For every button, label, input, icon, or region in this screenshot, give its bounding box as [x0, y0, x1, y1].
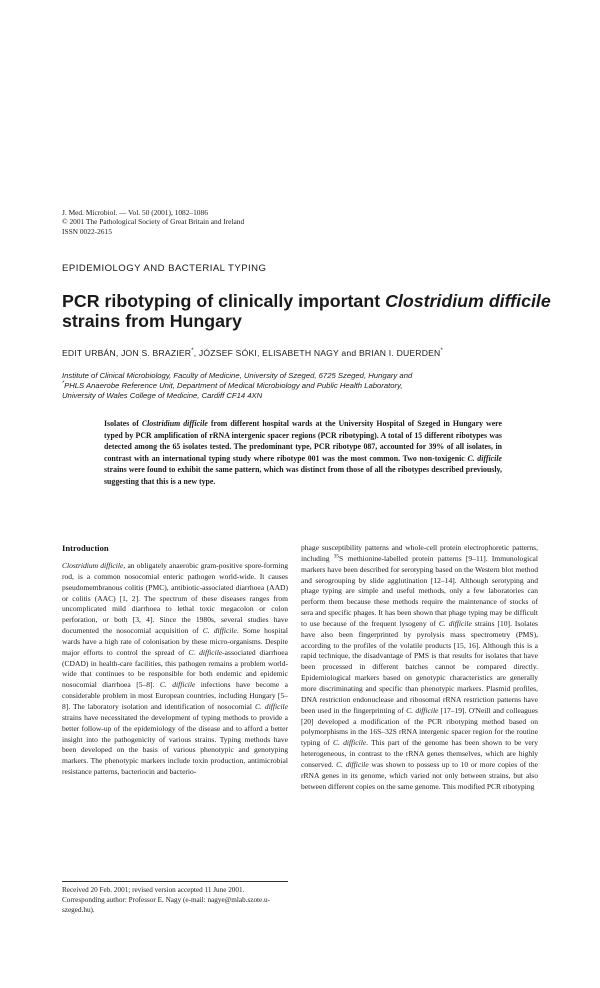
right-text-10: was shown to possess up to 10 or more copies of the rRNA genes in its genome, which varied not only between strains, but also between different copies on the same genome. This modified PCR ribotyping [301, 759, 538, 791]
title-italic-1: Clostridium [385, 291, 484, 311]
right-italic-9: C. difficile [336, 759, 369, 769]
journal-meta [62, 208, 402, 236]
intro-text-10: strains have necessitated the development of typing methods to provide a better follow-up of the epidemiology of the disease and to afford a better insight into the pathogenicity of various strains. Typing methods have been developed on the basis of various phenotypic and genotyping markers. The phenotypic markers include toxin production, antimicrobial resistance patterns, bacteriocin and bacterio- [62, 712, 288, 777]
corresponding-author-note: Corresponding author: Professor E. Nagy (e-mail: nagye@mlab.szote.u-szeged.hu). [62, 896, 271, 915]
introduction-heading: Introduction [62, 543, 109, 553]
intro-text-4: . Some hospital wards have a high rate of colonisation by these micro-organisms. Despite major efforts to control the spread of [62, 626, 289, 657]
affiliation-line-2 [62, 381, 552, 391]
right-text-8: . This part of the genome has been shown to be very heterogeneous, in contrast to the rRNA genes themselves, which are highly conserved. [301, 738, 538, 769]
journal-citation: J. Med. Microbiol. — Vol. 50 (2001), 1082–1086 [62, 208, 208, 217]
journal-copyright: © 2001 The Pathological Society of Great Britain and Ireland [62, 217, 245, 227]
right-text-4: strains [10]. Isolates have also been fingerprinted by pyrolysis mass spectrometry (PMS), according to the profiles of the volatile products [15, 16]. Although this is a rapid technique, the disadvantage of PMS is that results for isolates that have been processed in different batches cannot be compared directly. Epidemiological markers based on genotypic characteristics are generally more discriminating and specific than phenotypic markers. Plasmid profiles, DNA restriction endonuclease and ribosomal rRNA restriction patterns have been used in the fingerprinting of [301, 618, 538, 715]
right-italic-3: C. difficile [438, 618, 472, 628]
intro-italic-7: C. difficile [159, 680, 196, 690]
abstract-text-1: Isolates of [104, 419, 142, 428]
intro-text-8: infections have become a considerable problem in most European countries, including Hungary [5–8]. The laboratory isolation and identification of nosocomial [62, 680, 288, 711]
right-superscript: 35 [333, 553, 340, 560]
author-mark-2: * [440, 348, 444, 355]
affiliations [62, 371, 552, 402]
section-label: EPIDEMIOLOGY AND BACTERIAL TYPING [62, 263, 267, 274]
affiliation-line-1: Institute of Clinical Microbiology, Faculty of Medicine, University of Szeged, 6725 Szeged, Hungary and [62, 371, 413, 380]
abstract-italic-1: Clostridium difficile [141, 419, 208, 428]
intro-italic-9: C. difficile [255, 701, 288, 711]
affiliation-line-3: University of Wales College of Medicine, Cardiff CF14 4XN [62, 391, 263, 401]
affiliation-line-2-text: PHLS Anaerobe Reference Unit, Department of Medical Microbiology and Public Health Laboratory, [64, 381, 403, 391]
intro-italic-3: C. difficile [202, 626, 237, 636]
title-text-1: PCR ribotyping of clinically important [62, 291, 386, 311]
intro-text-2: , an obligately anaerobic gram-positive spore-forming rod, is a common nosocomial enteric pathogen world-wide. It causes pseudomembranous colitis (PMC), antibiotic-associated diarrhoea (AAD) or colitis (AAC) [1, 2]. The spectrum of these diseases ranges from uncomplicated mild diarrhoea to lethal toxic megacolon or colon perforation, or both [3, 4]. Since the 1980s, several studies have documented the nosocomial acquisition of [62, 561, 289, 636]
right-italic-5: C. difficile [406, 705, 439, 715]
intro-text-6: -associated diarrhoea (CDAD) in health-care facilities, this pathogen remains a problem world-wide that continues to be responsible for both endemic and epidemic nosocomial diarrhoea [5–8]. [62, 647, 288, 690]
footnote-divider [62, 881, 288, 882]
title-text-2: strains from Hungary [62, 311, 242, 331]
introduction-right-column [301, 543, 538, 792]
introduction-left-column [62, 561, 288, 778]
affiliation-mark: * [62, 380, 65, 387]
author-mark-1: * [191, 348, 194, 355]
author-list [62, 348, 552, 358]
right-italic-7: C. difficile [332, 738, 367, 748]
right-text-6: [17–19]. O'Neill and colleagues [20] developed a modification of the PCR ribotyping method based on polymorphisms in the 16S–32S rRNA intergenic spacer region for the routine typing of [301, 705, 538, 748]
intro-italic-1: Clostridium difficile [62, 561, 124, 570]
abstract [104, 418, 502, 487]
authors-part-2: , JÓZSEF SÓKI, ELISABETH NAGY and BRIAN I. DUERDEN [193, 348, 441, 358]
abstract-italic-2: C. difficile [467, 453, 502, 463]
right-text-2: S methionine-labelled protein patterns [9–11]. Immunological markers have been described for serotyping based on the Western blot method and serogrouping by slide agglutination [12–14]. Although serotyping and phage typing are simple and useful methods, only a few laboratories can perform them because these methods require the maintenance of stocks of sera and specific phages. It has been shown that phage typing may be difficult to use because of the frequent lysogeny of [301, 553, 538, 628]
intro-italic-5: C. difficile [188, 647, 223, 657]
title-italic-2: difficile [488, 291, 551, 311]
article-title [62, 291, 552, 331]
footnotes [62, 885, 288, 916]
journal-issn: ISSN 0022-2615 [62, 226, 112, 236]
abstract-text-2: from different hospital wards at the University Hospital of Szeged in Hungary were typed by PCR amplification of rRNA intergenic spacer regions (PCR ribotyping). A total of 15 different ribotypes was detected among the 65 isolates tested. The predominant type, PCR ribotype 087, accounted for 39% of all isolates, in contrast with an international typing study where ribotype 001 was the most common. Two non-toxigenic [104, 419, 502, 463]
abstract-text-3: strains were found to exhibit the same pattern, which was distinct from those of all the ribotypes described previously, suggesting that this is a new type. [104, 465, 502, 486]
received-note: Received 20 Feb. 2001; revised version accepted 11 June 2001. [62, 886, 245, 894]
right-text-1: phage susceptibility patterns and whole-cell protein electrophoretic patterns, including [301, 543, 538, 563]
authors-part-1: EDIT URBÁN, JON S. BRAZIER [62, 348, 192, 358]
